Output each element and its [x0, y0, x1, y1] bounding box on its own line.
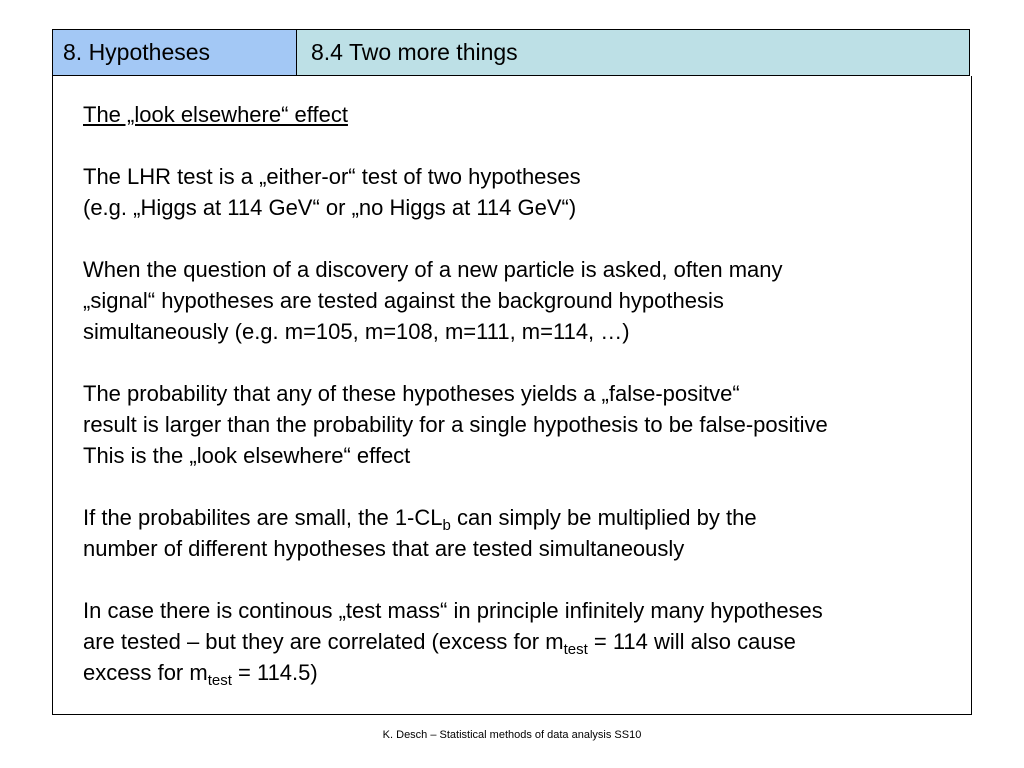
subscript: test [207, 672, 232, 689]
text-block [83, 99, 963, 688]
text-fragment: can simply be multiplied by the [450, 505, 757, 530]
text-line: The LHR test is a „either-or“ test of two hypotheses [83, 164, 581, 189]
text-line [83, 657, 963, 688]
text-line: simultaneously (e.g. m=105, m=108, m=111, m=114, …) [83, 319, 630, 344]
text-line: In case there is continous „test mass“ in principle infinitely many hypotheses [83, 598, 823, 623]
subscript: b [442, 517, 451, 534]
text-line: (e.g. „Higgs at 114 GeV“ or „no Higgs at 114 GeV“) [83, 195, 577, 220]
section-title: 8. Hypotheses [53, 30, 297, 75]
text-line: number of different hypotheses that are tested simultaneously [83, 536, 685, 561]
slide-content [52, 76, 972, 715]
subscript: test [563, 641, 588, 658]
text-line: When the question of a discovery of a new particle is asked, often many [83, 257, 783, 282]
text-fragment: = 114.5) [231, 660, 318, 685]
text-line: result is larger than the probability for a single hypothesis to be false-positive [83, 412, 828, 437]
slide-header [52, 29, 970, 76]
paragraph-test-mass [83, 595, 963, 688]
paragraph-small-probabilities [83, 502, 963, 564]
paragraph-discovery [83, 254, 963, 347]
text-line [83, 626, 963, 657]
text-line: „signal“ hypotheses are tested against the background hypothesis [83, 288, 724, 313]
text-line [83, 502, 963, 533]
heading-paragraph [83, 99, 963, 130]
text-line: The probability that any of these hypotheses yields a „false-positve“ [83, 381, 740, 406]
text-fragment: excess for m [83, 660, 208, 685]
text-line: This is the „look elsewhere“ effect [83, 443, 411, 468]
paragraph-lhr-test [83, 161, 963, 223]
text-fragment: If the probabilites are small, the 1-CL [83, 505, 443, 530]
text-fragment: are tested – but they are correlated (excess for m [83, 629, 564, 654]
topic-title: 8.4 Two more things [297, 30, 969, 75]
slide-footer: K. Desch – Statistical methods of data analysis SS10 [382, 729, 642, 741]
paragraph-probability [83, 378, 963, 471]
section-heading: The „look elsewhere“ effect [83, 102, 348, 127]
text-fragment: = 114 will also cause [587, 629, 796, 654]
